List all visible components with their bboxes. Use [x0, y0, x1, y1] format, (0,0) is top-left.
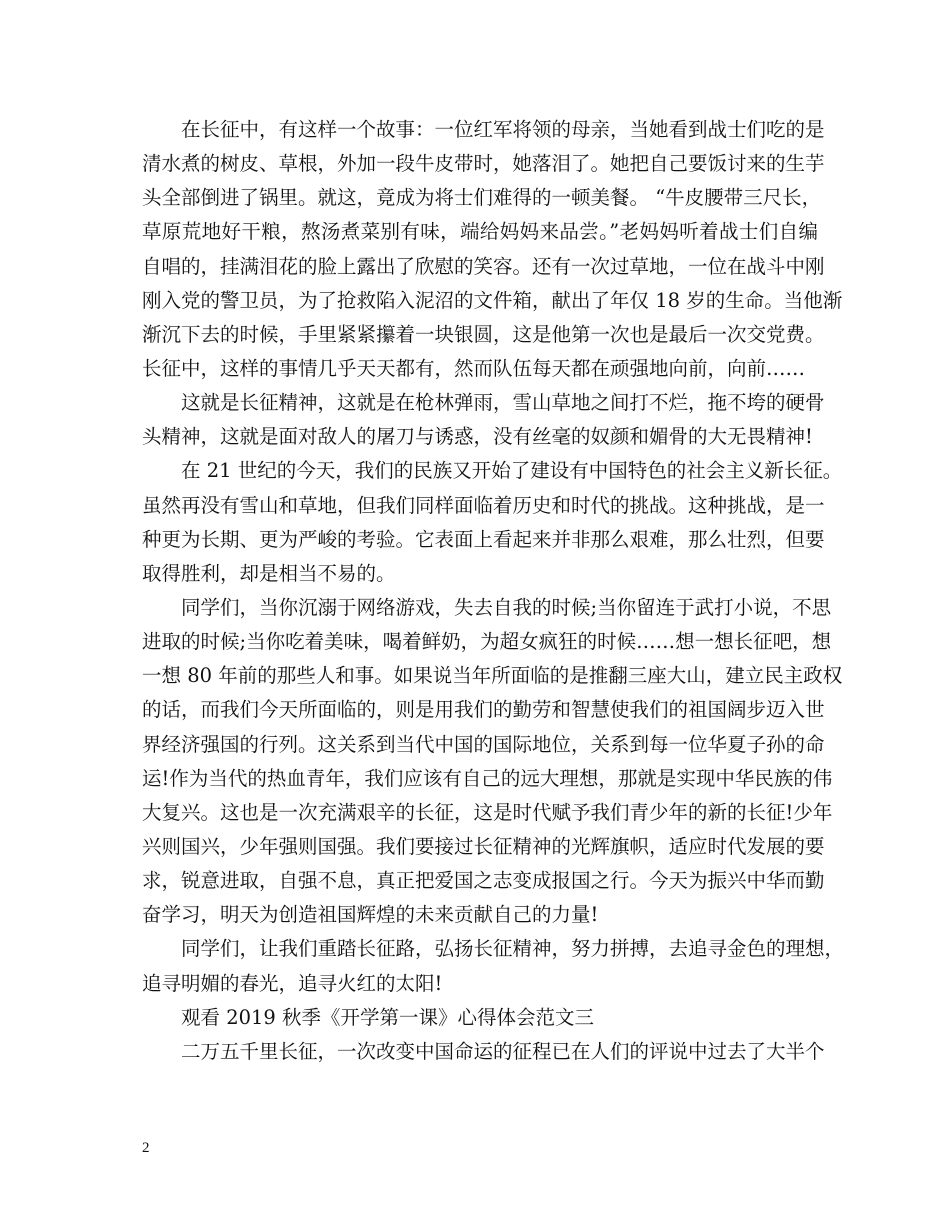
text-line: 在 21 世纪的今天，我们的民族又开始了建设有中国特色的社会主义新长征。 [181, 459, 843, 483]
text-line: 刚入党的警卫员，为了抢救陷入泥沼的文件箱，献出了年仅 18 岁的生命。当他渐 [142, 288, 843, 312]
text-line: 一想 80 年前的那些人和事。如果说当年所面临的是推翻三座大山，建立民主政权 [142, 664, 843, 688]
text-line: 草原荒地好干粮，熬汤煮菜别有味，端给妈妈来品尝。”老妈妈听着战士们自编 [142, 220, 818, 244]
text-line: 同学们，当你沉溺于网络游戏，失去自我的时候;当你留连于武打小说，不思 [181, 595, 832, 619]
text-line: 这就是长征精神，这就是在枪林弹雨，雪山草地之间打不烂，拖不垮的硬骨 [181, 391, 825, 415]
text-line: 渐沉下去的时候，手里紧紧攥着一块银圆，这是他第一次也是最后一次交党费。 [142, 322, 825, 346]
text-line: 进取的时候;当你吃着美味，喝着鲜奶，为超女疯狂的时候……想一想长征吧，想 [142, 630, 832, 654]
text-line: 清水煮的树皮、草根，外加一段牛皮带时，她落泪了。她把自己要饭讨来的生芋 [142, 152, 825, 176]
text-line: 追寻明媚的春光，追寻火红的太阳! [142, 971, 443, 995]
text-line: 取得胜利，却是相当不易的。 [142, 561, 396, 585]
text-line: 长征中，这样的事情几乎天天都有，然而队伍每天都在顽强地向前，向前…… [142, 356, 806, 380]
text-line: 求，锐意进取，自强不息，真正把爱国之志变成报国之行。今天为振兴中华而勤 [142, 869, 825, 893]
text-line: 的话，而我们今天所面临的，则是用我们的勤劳和智慧使我们的祖国阔步迈入世 [142, 698, 825, 722]
text-line: 同学们，让我们重踏长征路，弘扬长征精神，努力拼搏，去追寻金色的理想， [181, 937, 845, 961]
text-line: 头精神，这就是面对敌人的屠刀与诱惑，没有丝毫的奴颜和媚骨的大无畏精神! [142, 425, 813, 449]
text-line: 自唱的，挂满泪花的脸上露出了欣慰的笑容。还有一次过草地，一位在战斗中刚 [142, 254, 825, 278]
text-line: 奋学习，明天为创造祖国辉煌的未来贡献自己的力量! [142, 903, 599, 927]
text-line: 种更为长期、更为严峻的考验。它表面上看起来并非那么艰难，那么壮烈，但要 [142, 527, 825, 551]
text-line: 观看 2019 秋季《开学第一课》心得体会范文三 [181, 1005, 595, 1029]
text-line: 二万五千里长征，一次改变中国命运的征程已在人们的评说中过去了大半个 [181, 1039, 825, 1063]
text-line: 界经济强国的行列。这关系到当代中国的国际地位，关系到每一位华夏子孙的命 [142, 732, 825, 756]
text-line: 运!作为当代的热血青年，我们应该有自己的远大理想，那就是实现中华民族的伟 [142, 766, 833, 790]
body-text [142, 113, 845, 1069]
text-line: 大复兴。这也是一次充满艰辛的长征，这是时代赋予我们青少年的新的长征!少年 [142, 800, 833, 824]
text-line: 兴则国兴，少年强则国强。我们要接过长征精神的光辉旗帜，适应时代发展的要 [142, 834, 825, 858]
text-line: 头全部倒进了锅里。就这，竟成为将士们难得的一顿美餐。 “牛皮腰带三尺长， [142, 186, 822, 210]
page-number: 2 [142, 1140, 150, 1156]
text-line: 虽然再没有雪山和草地，但我们同样面临着历史和时代的挑战。这种挑战，是一 [142, 493, 825, 517]
text-line: 在长征中，有这样一个故事：一位红军将领的母亲，当她看到战士们吃的是 [181, 118, 825, 141]
